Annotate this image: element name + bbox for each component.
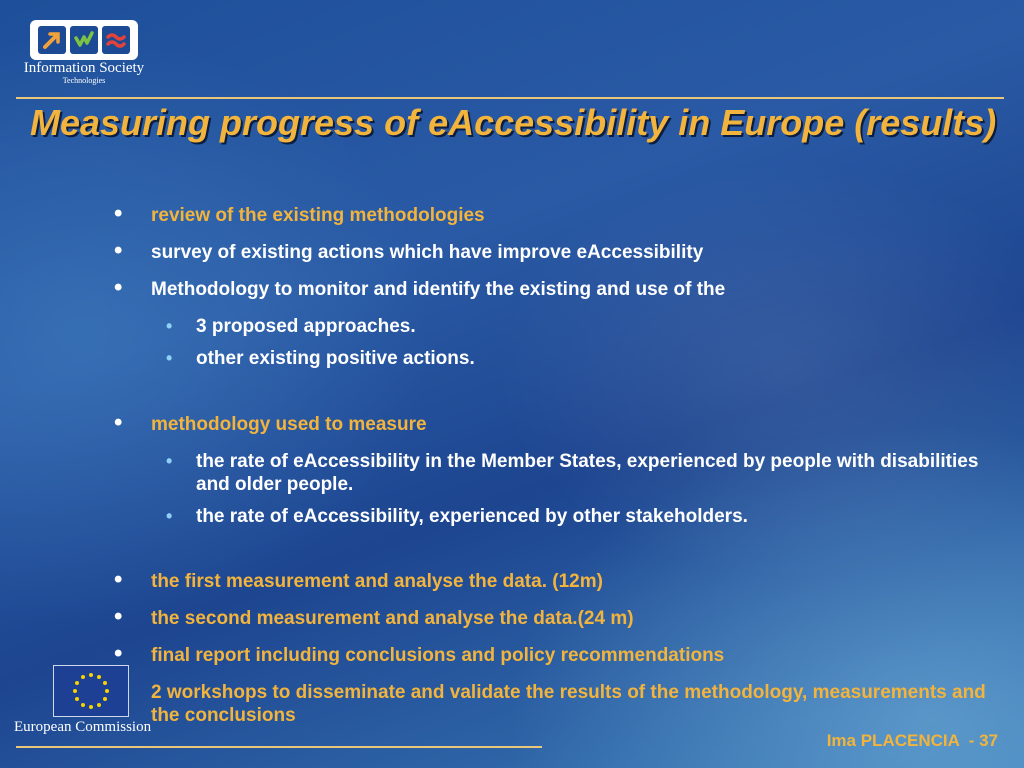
author-page-number: Ima PLACENCIA - 37: [826, 731, 998, 750]
bullet-item: • survey of existing actions which have improve eAccessibility: [151, 241, 1011, 264]
bullet-item: • review of the existing methodologies: [151, 204, 1011, 227]
bullet-item: • Methodology to monitor and identify the existing and use of the: [151, 278, 1011, 301]
bullet-item: • the first measurement and analyse the data. (12m): [151, 570, 1011, 593]
sub-bullet-item: • other existing positive actions.: [196, 347, 1016, 370]
bottom-divider: [16, 746, 542, 748]
bullet-item: • 2 workshops to disseminate and validate the results of the methodology, measurements and the conclusions: [151, 681, 1011, 727]
sub-bullet-item: • 3 proposed approaches.: [196, 315, 1016, 338]
sub-bullet-item: • the rate of eAccessibility, experienced by other stakeholders.: [196, 505, 1016, 528]
logo-text: Information Society: [23, 60, 145, 76]
slide-title: Measuring progress of eAccessibility in Europe (results): [30, 102, 997, 143]
logo-subtext: Technologies: [62, 76, 106, 85]
sub-bullet-item: • the rate of eAccessibility in the Member States, experienced by people with disabilities and older people.: [196, 450, 1016, 496]
eu-flag-icon: [53, 665, 129, 717]
bullet-item: • methodology used to measure: [151, 413, 1011, 436]
eu-label: European Commission: [14, 719, 152, 735]
bullet-item: • the second measurement and analyse the data.(24 m): [151, 607, 1011, 630]
bullet-item: • final report including conclusions and policy recommendations: [151, 644, 1011, 667]
